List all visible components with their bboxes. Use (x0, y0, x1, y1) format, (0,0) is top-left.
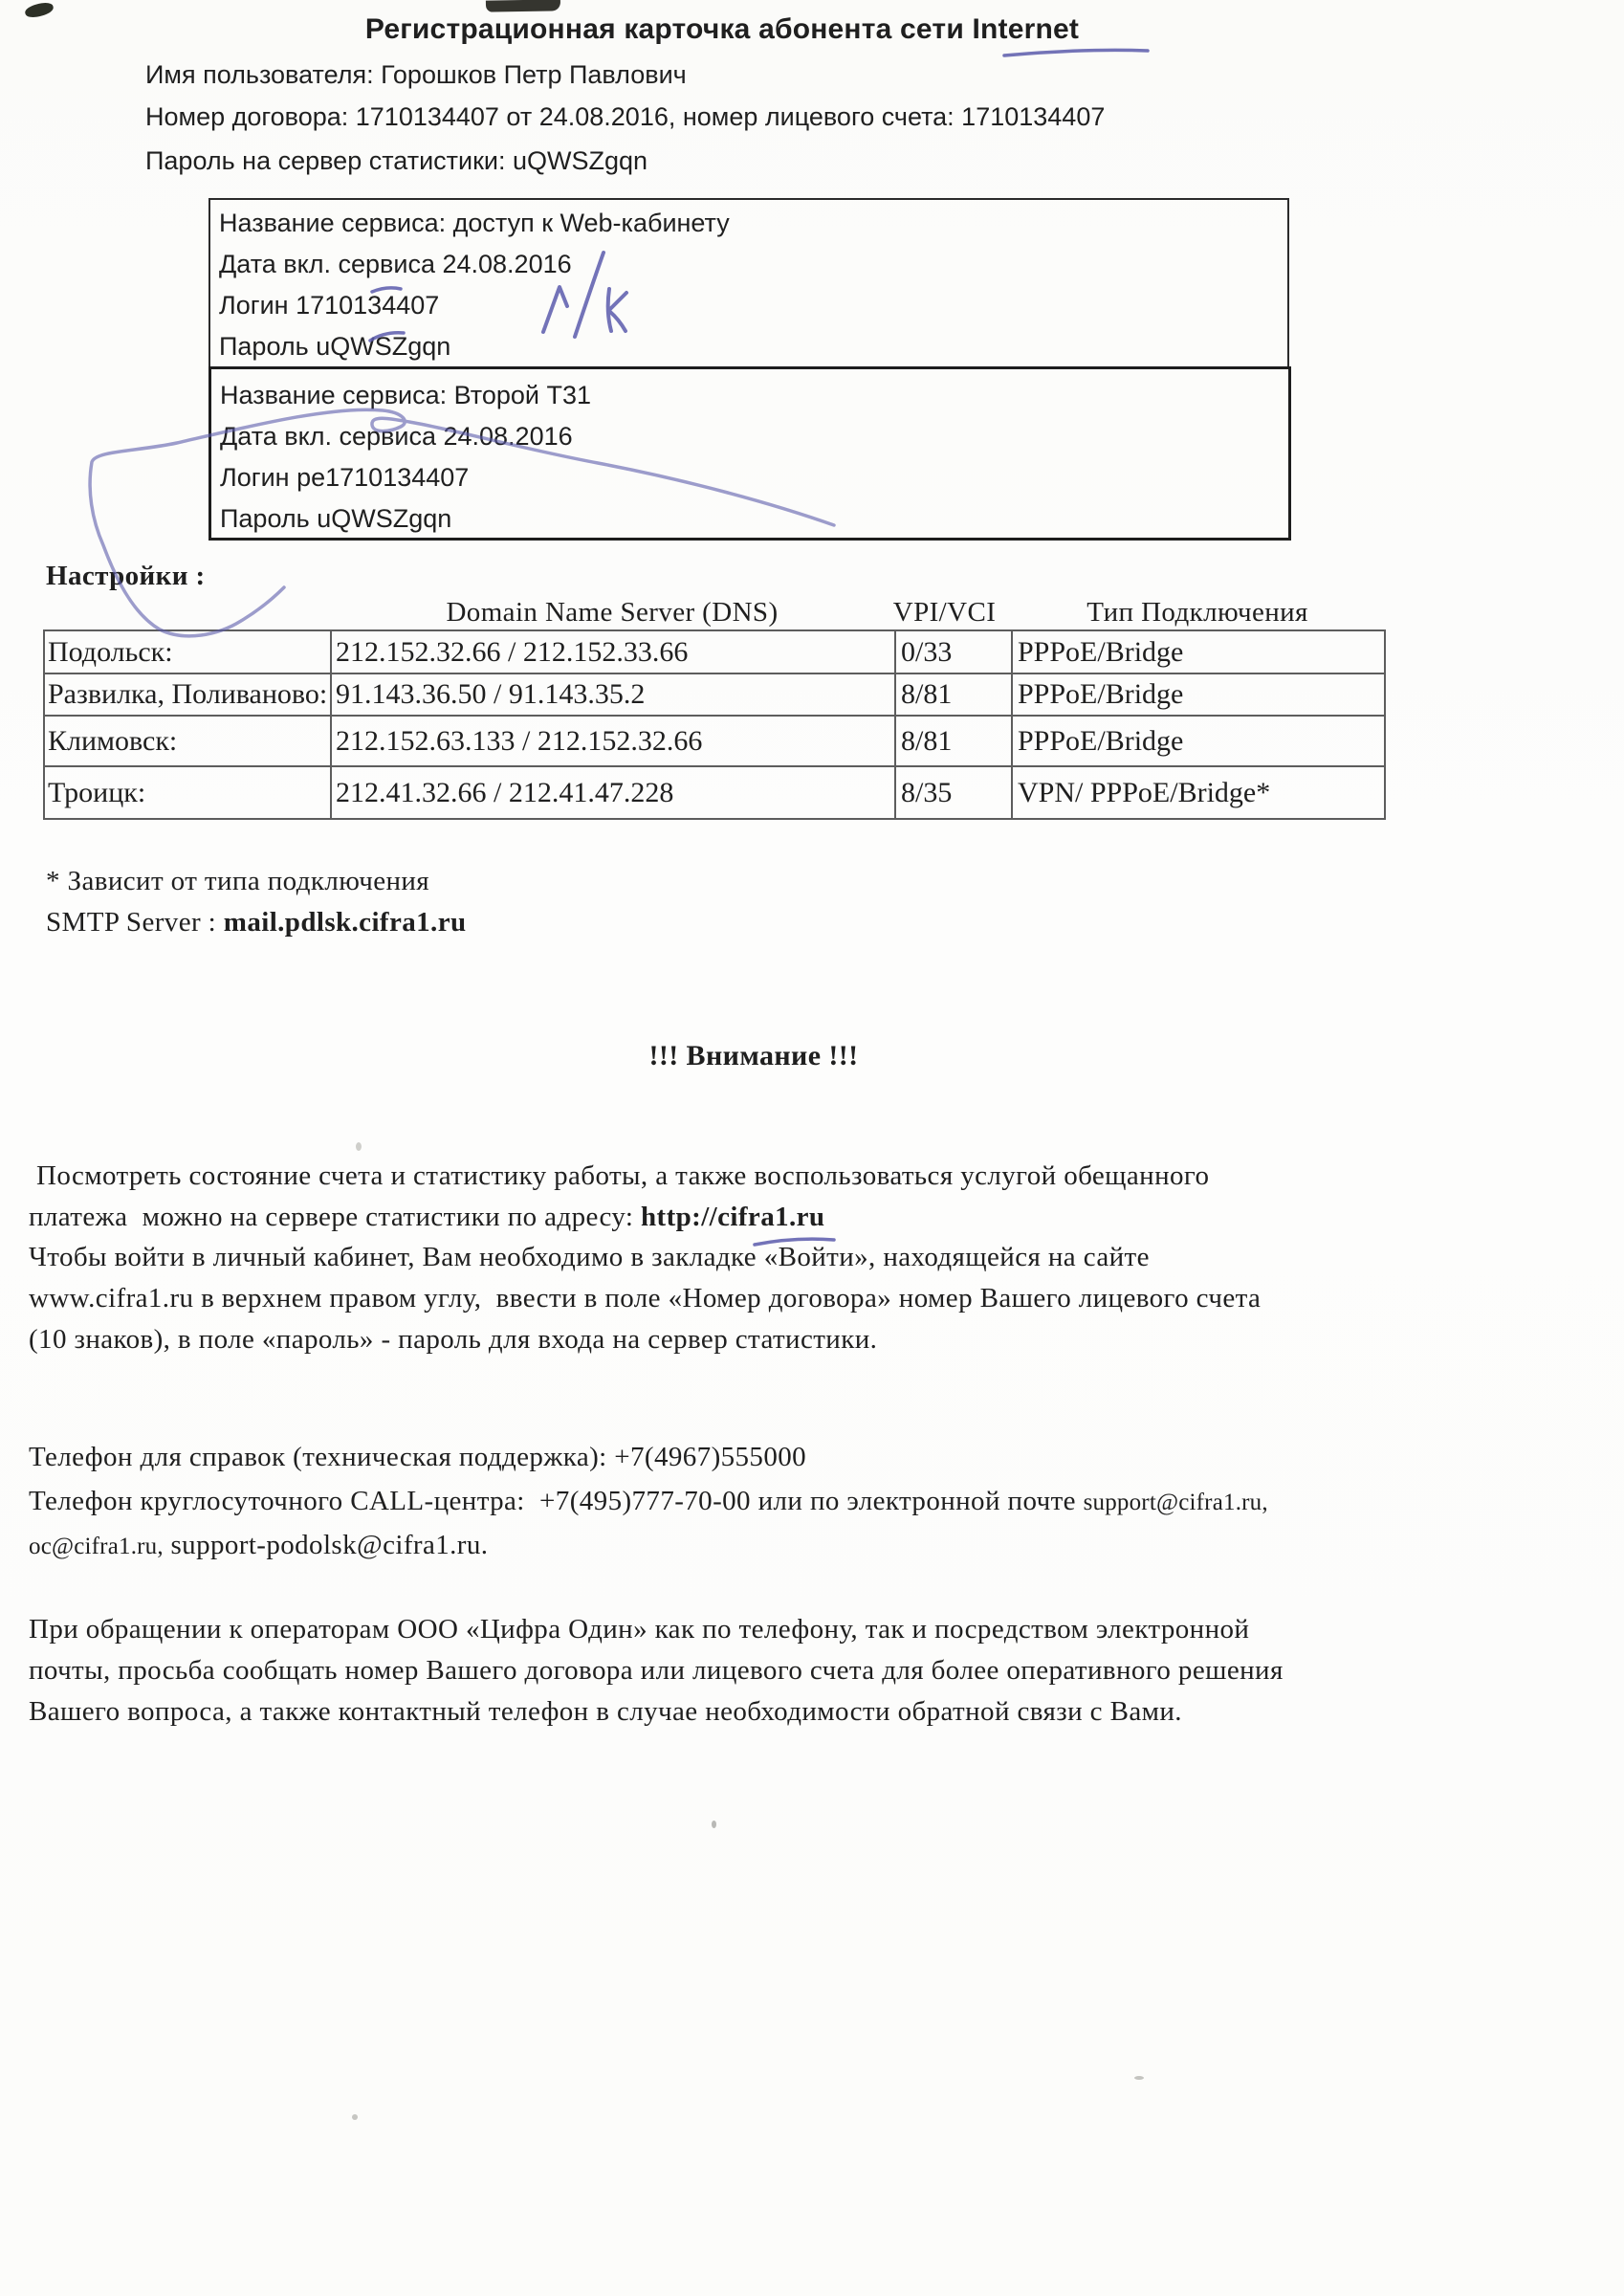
closing-line3: Вашего вопроса, а также контактный телефон в случае необходимости обратной связи с Вами. (29, 1696, 1182, 1727)
contract-line (145, 101, 1105, 134)
attention-heading: !!! Внимание !!! (648, 1040, 859, 1071)
service-date-line: Дата вкл. сервиса 24.08.2016 (220, 422, 573, 451)
footnote: * Зависит от типа подключения (46, 866, 430, 896)
support-email: support@cifra1.ru, (1083, 1490, 1268, 1515)
service-box-web-cabinet (208, 198, 1289, 369)
document-title: Регистрационная карточка абонента сети Internet (364, 13, 1080, 45)
service-name-value: Второй Т31 (453, 381, 591, 409)
cell-vpi-vci: 0/33 (895, 630, 1012, 673)
login-label: Логин (219, 291, 289, 320)
smtp-line (46, 905, 467, 939)
cell-connection-type: PPPoE/Bridge (1012, 630, 1385, 673)
scan-speck (352, 2114, 358, 2120)
podolsk-email: support-podolsk@cifra1.ru. (170, 1530, 489, 1560)
service-login-line (210, 285, 1287, 326)
service-password-line (211, 498, 1288, 540)
cell-dns: 212.152.63.133 / 212.152.32.66 (331, 716, 895, 766)
para1-line1: Посмотреть состояние счета и статистику работы, а также воспользоваться услугой обещанного (36, 1160, 1210, 1191)
scan-speck (1134, 2076, 1144, 2080)
service-password-line (210, 326, 1287, 367)
cell-vpi-vci: 8/81 (895, 673, 1012, 716)
stats-password-value: uQWSZgqn (513, 146, 648, 175)
cell-connection-type: PPPoE/Bridge (1012, 673, 1385, 716)
contract-value: 1710134407 от 24.08.2016, номер лицевого счета: 1710134407 (355, 102, 1106, 131)
cell-city: Климовск: (44, 716, 331, 766)
cell-vpi-vci: 8/81 (895, 716, 1012, 766)
service-name-line (210, 203, 1287, 244)
cell-city: Троицк: (44, 766, 331, 819)
cell-dns: 212.152.32.66 / 212.152.33.66 (331, 630, 895, 673)
cell-connection-type: VPN/ PPPoE/Bridge* (1012, 766, 1385, 819)
smtp-value: mail.pdlsk.cifra1.ru (223, 907, 467, 938)
para1-line4: www.cifra1.ru в верхнем правом углу, ввести в поле «Номер договора» номер Вашего лицевого счета (29, 1283, 1262, 1314)
table-row (44, 766, 1385, 819)
stats-url: http://cifra1.ru (641, 1202, 825, 1232)
login-value: pe1710134407 (296, 463, 470, 492)
column-header-dns: Domain Name Server (DNS) (446, 597, 779, 628)
emails-line (29, 1528, 488, 1562)
cell-dns: 212.41.32.66 / 212.41.47.228 (331, 766, 895, 819)
service-login-line (211, 457, 1288, 498)
scan-artifact-top (486, 0, 560, 12)
para1-line2 (29, 1200, 824, 1234)
user-name-line (145, 59, 687, 92)
cell-vpi-vci: 8/35 (895, 766, 1012, 819)
scan-speck (712, 1821, 716, 1828)
service-date-line: Дата вкл. сервиса 24.08.2016 (219, 250, 572, 278)
cell-city: Развилка, Поливаново: (44, 673, 331, 716)
service-name-value: доступ к Web-кабинету (452, 209, 730, 237)
call-center-line (29, 1484, 1268, 1518)
column-header-vpi-vci: VPI/VCI (892, 597, 997, 628)
para1-line3: Чтобы войти в личный кабинет, Вам необходимо в закладке «Войти», находящейся на сайте (29, 1242, 1150, 1272)
contract-label: Номер договора: (145, 102, 349, 131)
para1-line5: (10 знаков), в поле «пароль» - пароль для входа на сервер статистики. (29, 1324, 878, 1355)
password-label: Пароль (219, 332, 309, 361)
smtp-label: SMTP Server : (46, 907, 217, 938)
password-label: Пароль (220, 504, 310, 533)
pen-underline-title (1004, 50, 1148, 55)
login-value: 1710134407 (296, 291, 440, 320)
table-row (44, 716, 1385, 766)
stats-password-line (145, 145, 647, 178)
settings-heading: Настройки : (46, 561, 206, 591)
service-name-line (211, 375, 1288, 416)
support-phone-line: Телефон для справок (техническая поддержка): +7(4967)555000 (29, 1442, 807, 1472)
password-value: uQWSZgqn (316, 332, 451, 361)
closing-line1: При обращении к операторам ООО «Цифра Один» как по телефону, так и посредством электронной (29, 1614, 1250, 1645)
cell-dns: 91.143.36.50 / 91.143.35.2 (331, 673, 895, 716)
settings-table (43, 629, 1386, 820)
closing-line2: почты, просьба сообщать номер Вашего договора или лицевого счета для более оперативного решения (29, 1655, 1284, 1686)
password-value: uQWSZgqn (317, 504, 452, 533)
cell-connection-type: PPPoE/Bridge (1012, 716, 1385, 766)
stats-password-label: Пароль на сервер статистики: (145, 146, 506, 175)
table-row (44, 630, 1385, 673)
login-label: Логин (220, 463, 290, 492)
service-name-label: Название сервиса: (219, 209, 447, 237)
oc-email: oc@cifra1.ru, (29, 1534, 164, 1559)
scan-speck (356, 1142, 362, 1151)
call-center-prefix: Телефон круглосуточного CALL-центра: +7(495)777-70-00 или по электронной почте (29, 1486, 1084, 1516)
cell-city: Подольск: (44, 630, 331, 673)
service-box-second (208, 366, 1291, 541)
para1-line2-prefix: платежа можно на сервере статистики по адресу: (29, 1202, 641, 1232)
table-row (44, 673, 1385, 716)
user-name-value: Горошков Петр Павлович (381, 60, 687, 89)
service-name-label: Название сервиса: (220, 381, 448, 409)
user-name-label: Имя пользователя: (145, 60, 374, 89)
column-header-connection-type: Тип Подключения (1086, 597, 1308, 628)
